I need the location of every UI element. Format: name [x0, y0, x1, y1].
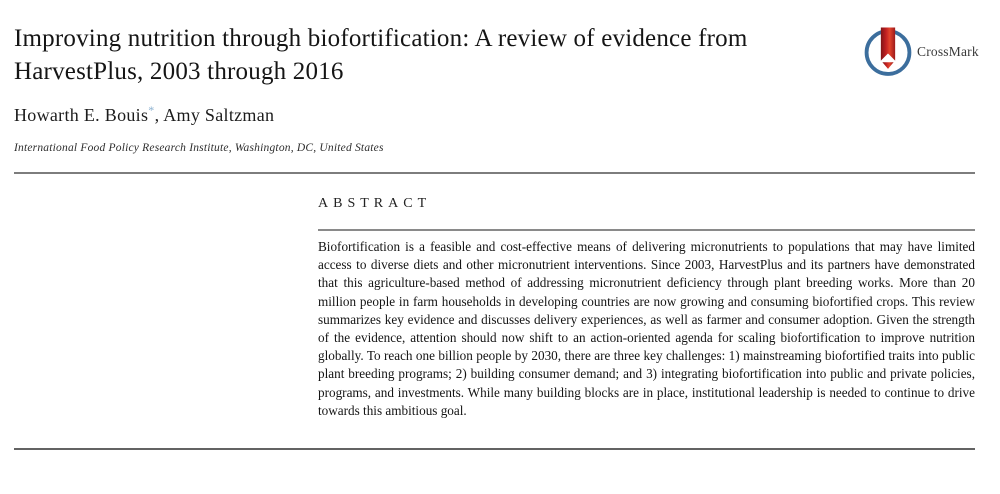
crossmark-label: CrossMark	[917, 43, 979, 59]
affiliation: International Food Policy Research Institute, Washington, DC, United States	[14, 142, 384, 154]
author-first: Howarth E. Bouis	[14, 105, 149, 125]
corresponding-author-footnote-link[interactable]: *	[148, 103, 155, 117]
crossmark-logo-icon	[864, 26, 912, 77]
article-title-line1: Improving nutrition through biofortification: A review of evidence from	[14, 25, 748, 52]
author-separator: ,	[154, 105, 164, 125]
footer-divider-rule	[14, 448, 975, 450]
article-title-line2: HarvestPlus, 2003 through 2016	[14, 58, 344, 85]
article-title	[14, 22, 974, 88]
abstract-text: Biofortification is a feasible and cost-effective means of delivering micronutrients to populations that may have limited access to diverse diets and other micronutrient interventions. Since 2003, HarvestPlus and its partners have demonstrated that this agriculture-based method of addressing micronutrient deficiency through plant breeding works. More than 20 million people in farm households in developing countries are now growing and consuming biofortified crops. This review summarizes key evidence and discusses delivery experiences, as well as farmer and consumer adoption. Given the strength of the evidence, attention should now shift to an action-oriented agenda for scaling biofortification to improve nutrition globally. To reach one billion people by 2030, there are three key challenges: 1) mainstreaming biofortified traits into public plant breeding programs; 2) building consumer demand; and 3) integrating biofortification into public and private policies, programs, and investments. While many building blocks are in place, institutional leadership is needed to continue to drive towards this ambitious goal.	[318, 239, 975, 418]
crossmark-badge[interactable]	[864, 26, 979, 77]
abstract-heading: ABSTRACT	[318, 196, 432, 211]
abstract-heading-rule	[318, 229, 975, 231]
author-list	[14, 105, 274, 126]
author-second: Amy Saltzman	[163, 105, 275, 125]
header-divider-rule	[14, 172, 975, 174]
